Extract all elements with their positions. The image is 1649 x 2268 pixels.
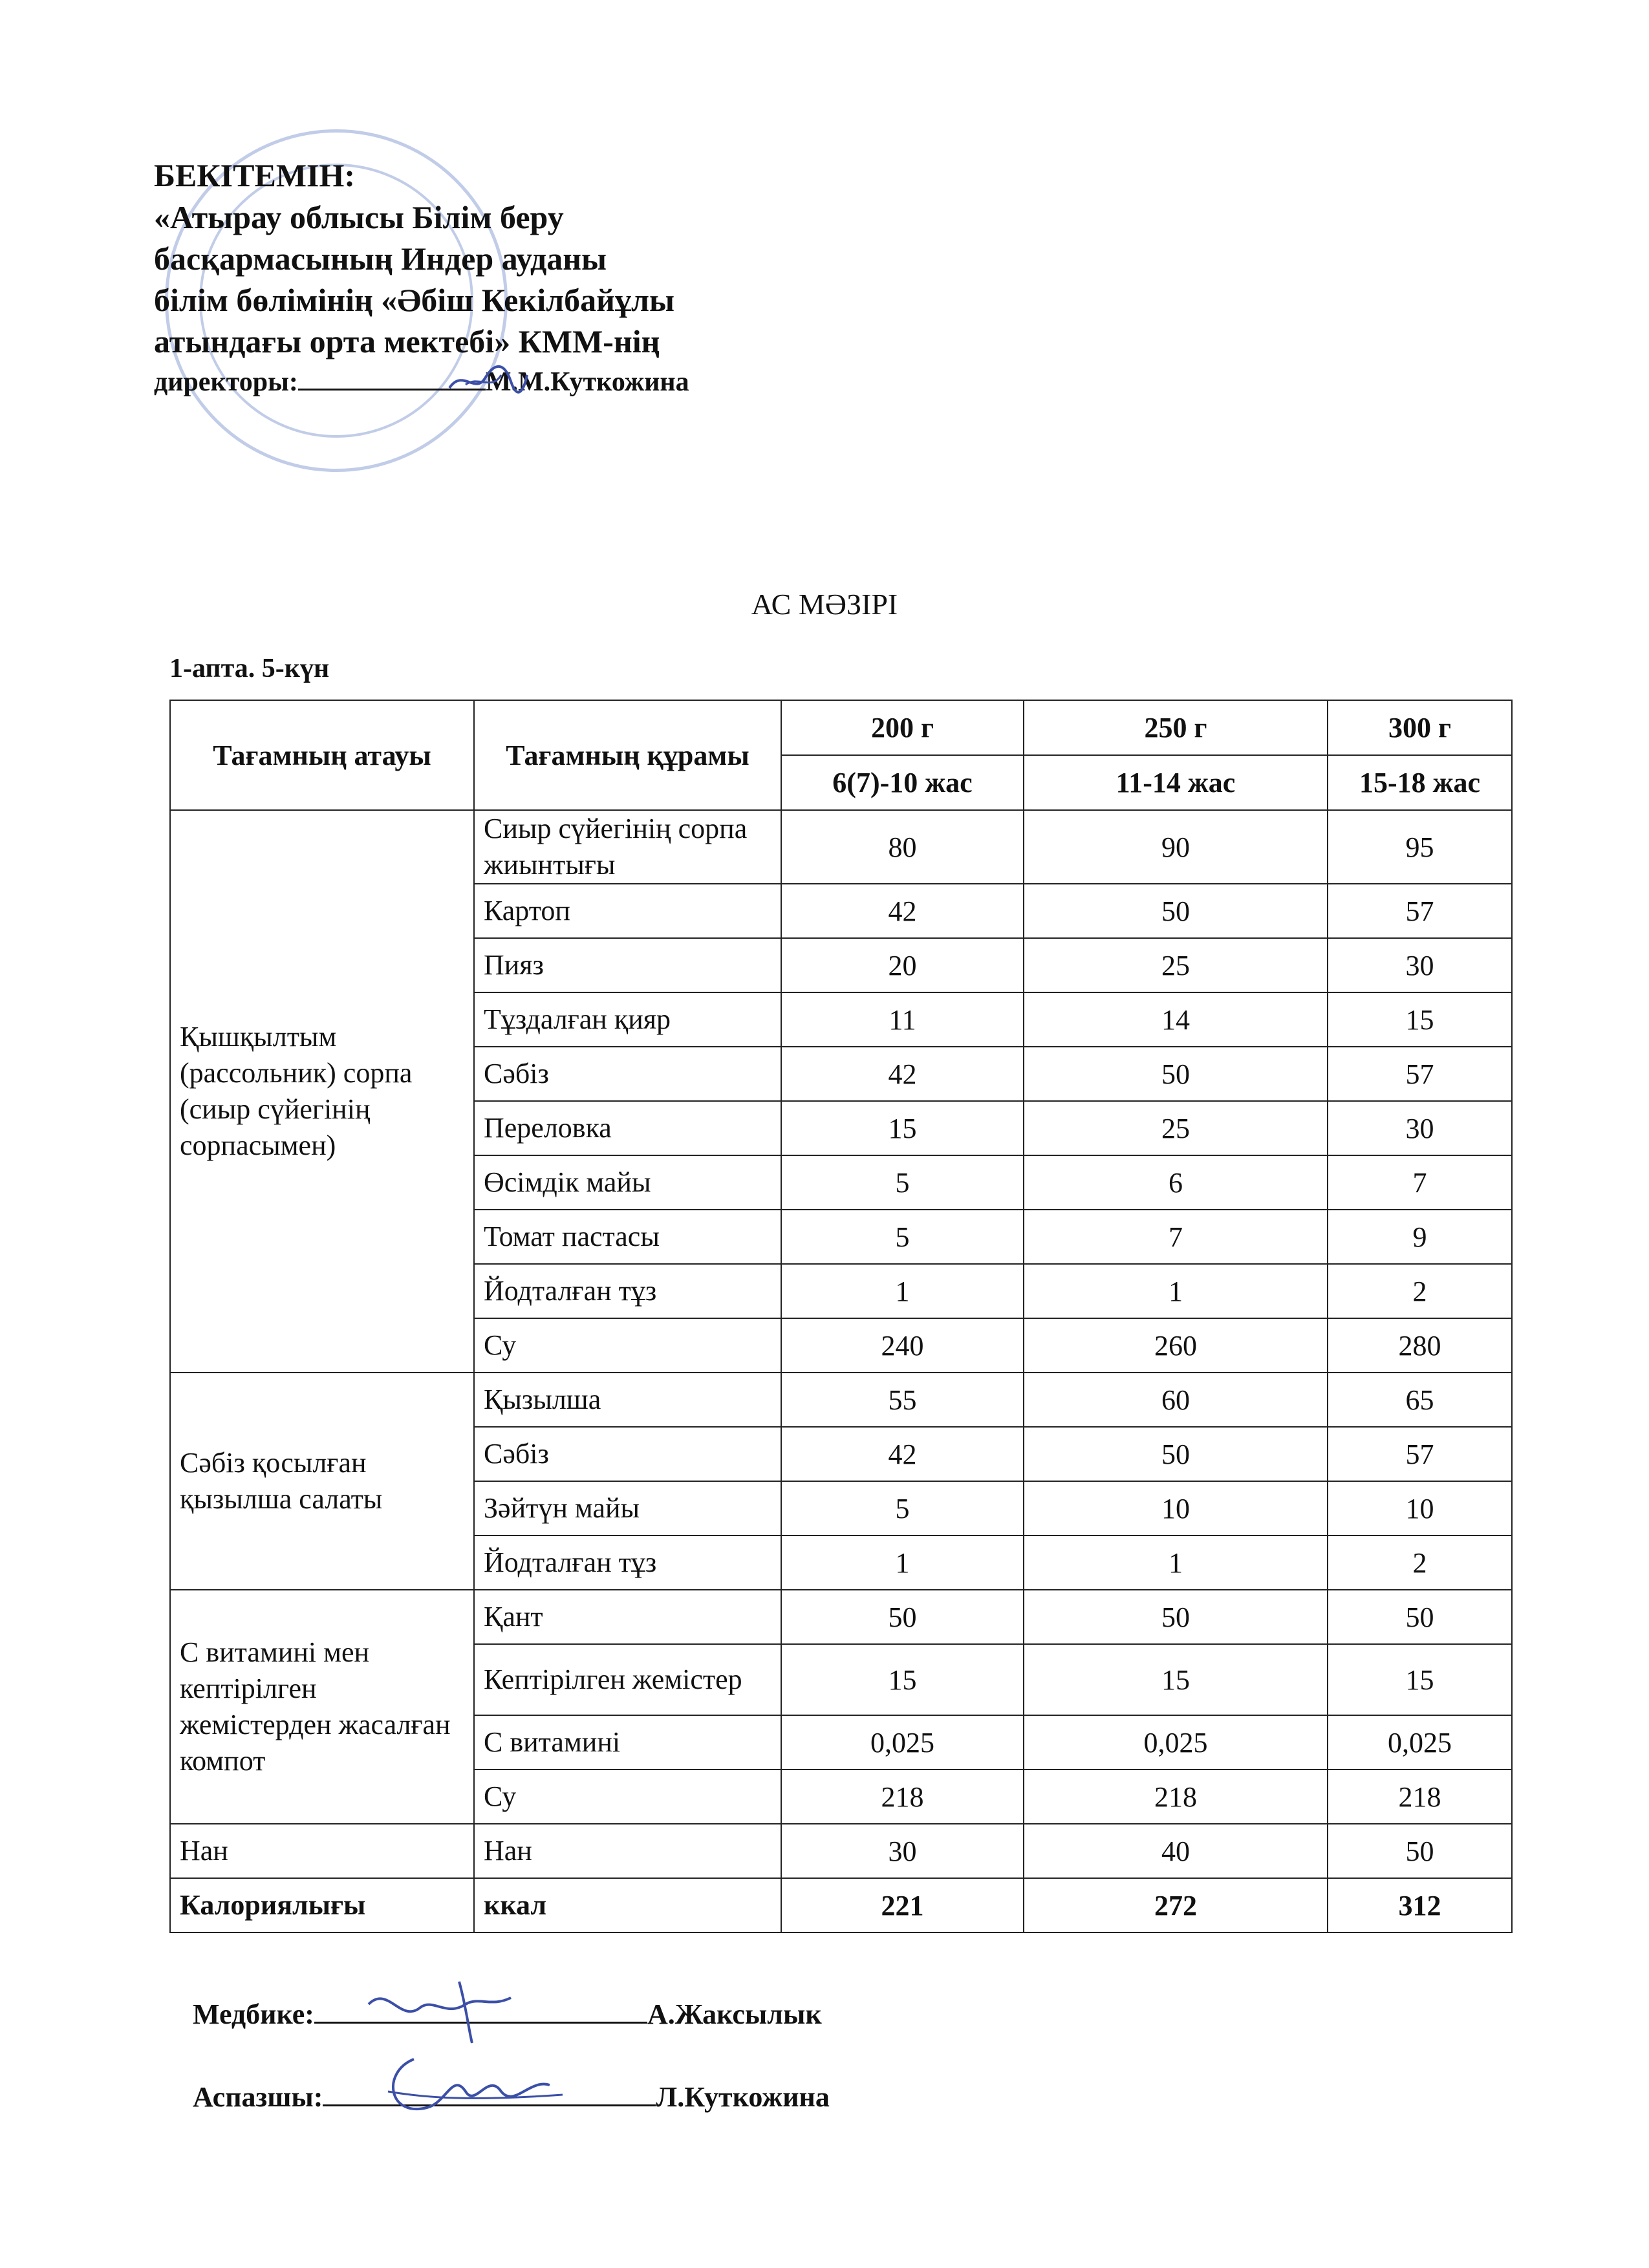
ingredient-amount: 50: [1024, 1427, 1328, 1481]
header-age: 15-18 жас: [1328, 755, 1512, 810]
total-row: [170, 1878, 1512, 1932]
ingredient-amount: 50: [1024, 1047, 1328, 1101]
approval-line: білім бөлімінің «Әбіш Кекілбайұлы: [154, 282, 675, 318]
ingredient-name: Су: [474, 1770, 781, 1824]
ingredient-amount: 50: [1024, 1590, 1328, 1644]
ingredient-name: Сәбіз: [474, 1047, 781, 1101]
ingredient-name: Йодталған тұз: [474, 1264, 781, 1318]
ingredient-name: Нан: [474, 1824, 781, 1878]
ingredient-amount: 5: [781, 1481, 1024, 1535]
table-row: [170, 1590, 1512, 1644]
cook-signature: [375, 2046, 569, 2124]
ingredient-amount: 80: [781, 810, 1024, 884]
ingredient-name: Өсімдік майы: [474, 1155, 781, 1210]
ingredient-amount: 95: [1328, 810, 1512, 884]
ingredient-amount: 240: [781, 1318, 1024, 1373]
header-name: Тағамның атауы: [170, 700, 474, 810]
document-subtitle: 1-апта. 5-күн: [169, 654, 330, 683]
header-composition: Тағамның құрамы: [474, 700, 781, 810]
director-name: М.М.Куткожина: [485, 367, 689, 397]
table-row: [170, 1824, 1512, 1878]
table-row: [170, 810, 1512, 884]
ingredient-amount: 50: [1328, 1824, 1512, 1878]
menu-table: [169, 700, 1513, 1933]
ingredient-amount: 65: [1328, 1373, 1512, 1427]
ingredient-amount: 25: [1024, 1101, 1328, 1155]
ingredient-amount: 15: [781, 1644, 1024, 1715]
ingredient-name: Йодталған тұз: [474, 1535, 781, 1590]
ingredient-amount: 15: [781, 1101, 1024, 1155]
ingredient-amount: 30: [781, 1824, 1024, 1878]
ingredient-amount: 11: [781, 992, 1024, 1047]
ingredient-name: Қант: [474, 1590, 781, 1644]
ingredient-amount: 57: [1328, 884, 1512, 938]
ingredient-amount: 0,025: [781, 1715, 1024, 1770]
ingredient-amount: 2: [1328, 1535, 1512, 1590]
ingredient-name: Пияз: [474, 938, 781, 992]
header-portion: 250 г: [1024, 700, 1328, 755]
ingredient-amount: 90: [1024, 810, 1328, 884]
nurse-name: А.Жаксылык: [647, 1998, 822, 2030]
ingredient-amount: 42: [781, 1427, 1024, 1481]
ingredient-amount: 30: [1328, 1101, 1512, 1155]
ingredient-name: Переловка: [474, 1101, 781, 1155]
ingredient-amount: 15: [1024, 1644, 1328, 1715]
dish-name: Қышқылтым (рассольник) сорпа (сиыр сүйегінің сорпасымен): [170, 810, 474, 1373]
ingredient-amount: 2: [1328, 1264, 1512, 1318]
ingredient-amount: 20: [781, 938, 1024, 992]
total-value: 272: [1024, 1878, 1328, 1932]
cook-label: Аспазшы:: [193, 2081, 323, 2113]
ingredient-amount: 218: [781, 1770, 1024, 1824]
ingredient-amount: 57: [1328, 1427, 1512, 1481]
approval-line: басқармасының Индер ауданы: [154, 241, 607, 277]
ingredient-amount: 25: [1024, 938, 1328, 992]
director-signature: [446, 356, 530, 401]
table-row: [170, 1373, 1512, 1427]
ingredient-name: Қызылша: [474, 1373, 781, 1427]
ingredient-amount: 50: [781, 1590, 1024, 1644]
ingredient-amount: 1: [781, 1264, 1024, 1318]
dish-name: Сәбіз қосылған қызылша салаты: [170, 1373, 474, 1590]
total-label: Калориялығы: [170, 1878, 474, 1932]
ingredient-amount: 6: [1024, 1155, 1328, 1210]
ingredient-amount: 14: [1024, 992, 1328, 1047]
ingredient-amount: 10: [1328, 1481, 1512, 1535]
ingredient-amount: 10: [1024, 1481, 1328, 1535]
ingredient-name: С витамині: [474, 1715, 781, 1770]
ingredient-amount: 218: [1328, 1770, 1512, 1824]
ingredient-name: Сәбіз: [474, 1427, 781, 1481]
approval-line: атындағы орта мектебі» КММ-нің: [154, 323, 660, 359]
ingredient-name: Картоп: [474, 884, 781, 938]
header-age: 11-14 жас: [1024, 755, 1328, 810]
header-age: 6(7)-10 жас: [781, 755, 1024, 810]
document-title: АС МӘЗІРІ: [751, 588, 898, 621]
header-portion: 200 г: [781, 700, 1024, 755]
total-unit: ккал: [474, 1878, 781, 1932]
ingredient-amount: 15: [1328, 1644, 1512, 1715]
total-value: 221: [781, 1878, 1024, 1932]
ingredient-amount: 7: [1328, 1155, 1512, 1210]
ingredient-amount: 40: [1024, 1824, 1328, 1878]
ingredient-amount: 1: [1024, 1535, 1328, 1590]
ingredient-amount: 30: [1328, 938, 1512, 992]
director-line: [154, 362, 689, 402]
nurse-signature: [362, 1978, 530, 2049]
cook-name: Л.Куткожина: [656, 2081, 830, 2113]
ingredient-amount: 50: [1328, 1590, 1512, 1644]
ingredient-amount: 280: [1328, 1318, 1512, 1373]
ingredient-amount: 60: [1024, 1373, 1328, 1427]
ingredient-name: Тұздалған қияр: [474, 992, 781, 1047]
ingredient-amount: 7: [1024, 1210, 1328, 1264]
ingredient-amount: 9: [1328, 1210, 1512, 1264]
ingredient-amount: 5: [781, 1155, 1024, 1210]
ingredient-amount: 5: [781, 1210, 1024, 1264]
director-label: директоры:: [154, 367, 298, 397]
ingredient-name: Томат пастасы: [474, 1210, 781, 1264]
ingredient-amount: 0,025: [1024, 1715, 1328, 1770]
nurse-label: Медбике:: [193, 1998, 314, 2030]
ingredient-amount: 1: [781, 1535, 1024, 1590]
header-portion: 300 г: [1328, 700, 1512, 755]
ingredient-amount: 42: [781, 884, 1024, 938]
dish-name: С витамині мен кептірілген жемістерден жасалған компот: [170, 1590, 474, 1824]
ingredient-amount: 15: [1328, 992, 1512, 1047]
ingredient-name: Сиыр сүйегінің сорпа жиынтығы: [474, 810, 781, 884]
ingredient-name: Кептірілген жемістер: [474, 1644, 781, 1715]
dish-name: Нан: [170, 1824, 474, 1878]
ingredient-amount: 0,025: [1328, 1715, 1512, 1770]
total-value: 312: [1328, 1878, 1512, 1932]
ingredient-amount: 57: [1328, 1047, 1512, 1101]
ingredient-amount: 218: [1024, 1770, 1328, 1824]
ingredient-amount: 42: [781, 1047, 1024, 1101]
approval-heading: БЕКІТЕМІН:: [154, 157, 356, 193]
approval-block: [154, 154, 689, 402]
approval-line: «Атырау облысы Білім беру: [154, 199, 564, 235]
ingredient-amount: 1: [1024, 1264, 1328, 1318]
ingredient-name: Зәйтүн майы: [474, 1481, 781, 1535]
ingredient-amount: 260: [1024, 1318, 1328, 1373]
ingredient-amount: 55: [781, 1373, 1024, 1427]
ingredient-name: Су: [474, 1318, 781, 1373]
ingredient-amount: 50: [1024, 884, 1328, 938]
